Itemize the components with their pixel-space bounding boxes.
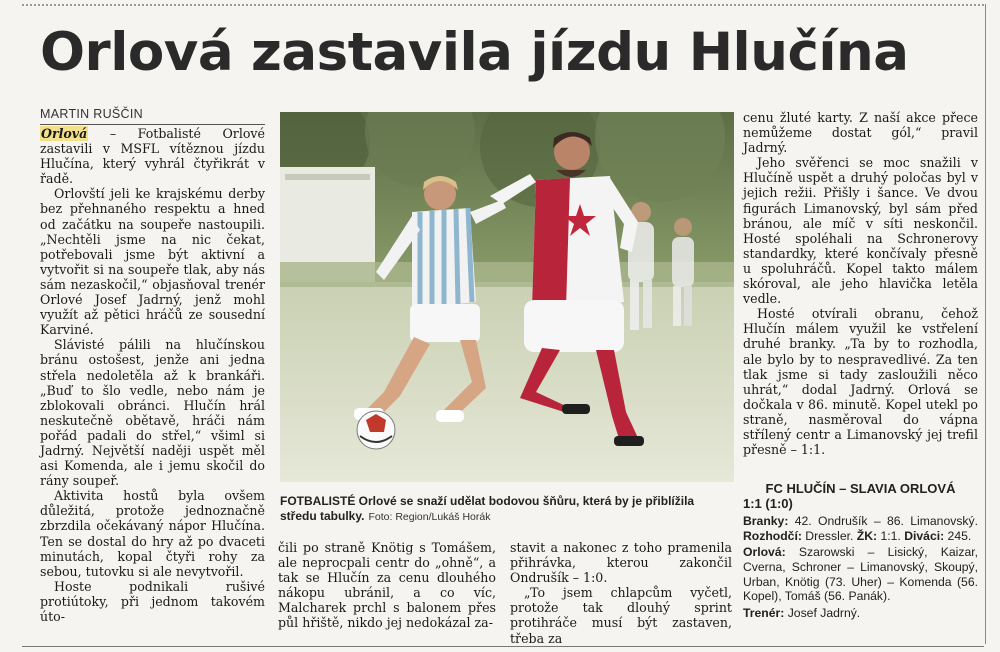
caption-lead: FOTBALISTÉ [280, 494, 356, 508]
cards: 1:1. [877, 528, 901, 543]
page-edge-rule [985, 4, 986, 644]
paragraph: Slávisté pálili na hlučínskou bránu ostošest, jenže ani jedna střela nedoletěla až k brankáři. „Buď to šlo vedle, nebo nám je zblokovali obránci. Hlučín hrál neskutečně obětavě, hráči nám pořád padali do střel,“ všiml si Jadrný. Největší naději uspět měl asi Komenda, ale i jemu skočil do rány soupeř. [40, 337, 265, 489]
column-1 [40, 126, 265, 624]
lineup [743, 545, 978, 603]
coach-name: Josef Jadrný. [784, 605, 861, 620]
paragraph: stavit a nakonec z toho pramenila přihrávka, kterou zakončil Ondrušík – 1:0. [510, 540, 732, 586]
byline-rule [40, 124, 265, 125]
paragraph: „To jsem chlapcům vyčetl, protože tak dlouhý sprint protihráče musí být zastaven, třeba za [510, 585, 732, 646]
spectators-label: Diváci: [904, 528, 945, 543]
article-headline: Orlová zastavila jízdu Hlučína [40, 22, 909, 83]
paragraph: Hosté otvírali obranu, čehož Hlučín málem využil ke vstřelení druhé branky. „Ta by to rozhodla, ale bylo by to nespravedlivé. Za ten tlak jsme si tady zasloužili něco uhrát,“ dodal Jadrný. Orlová se dočkala v 86. minutě. Kopel utekl po straně, nasměroval do vápna střílený centr a Limanovský jej trefil přesně – 1:1. [743, 306, 978, 458]
football-photo [280, 112, 734, 482]
spectators: 245. [944, 528, 972, 543]
referee-label: Rozhodčí: [743, 528, 802, 543]
match-title: FC HLUČÍN – SLAVIA ORLOVÁ [765, 481, 956, 496]
lineup-players: Szarowski – Lisický, Kaizar, Cverna, Schroner – Limanovský, Skoupý, Urban, Knötig (73. Uher) – Komenda (56. Kopel), Tomáš (56. Panák). [743, 545, 978, 604]
bottom-rule [22, 646, 984, 647]
match-result-box [743, 482, 978, 622]
football [357, 411, 395, 449]
caption-text: Orlové se snaží udělat bodovou šňůru, která by je přiblížila středu tabulky. [280, 494, 695, 523]
paragraph: Jeho svěřenci se moc snažili v Hlučíně uspět a druhý poločas byl v jejich režii. Přišly i šance. Ve dvou figurách Limanovský, byl sám před bránou, ale míč v síti neskončil. Hosté spoléhali na Schronerovy standardky, které končívaly přesně u spoluhráčů. Kopel takto málem skóroval, ale jeho hlavička letěla vedle. [743, 155, 978, 307]
paragraph: Orlovští jeli ke krajskému derby bez přehnaného respektu a hned od začátku na soupeře nastoupili. „Nechtěli jsme na nic čekat, potřebovali jsme být aktivní a vytvořit si na soupeře tlak, aby nás sám nezaskočil,“ objasňoval trenér Orlové Josef Jadrný, jenž mohl využít až pětici hráčů ze sousední Karviné. [40, 186, 265, 338]
paragraph: čili po straně Knötig s Tomášem, ale neprocpali centr do „ohně“, a tak se Hlučín za cenu dlouhého nákopu ubránil, a co víc, Malcharek prchl s balonem přes půl hřiště, nikdo jej nedokázal za- [278, 540, 496, 631]
column-2 [278, 540, 496, 631]
paragraph: cenu žluté karty. Z naší akce přece nemůžeme dostat gól,“ pravil Jadrný. [743, 110, 978, 156]
author-byline: MARTIN RUŠČIN [40, 107, 143, 121]
referee: Dressler. [801, 528, 854, 543]
paragraph: Aktivita hostů byla ovšem důležitá, protože jednoznačně zbrzdila očekávaný nápor Hlučína. Ten se dostal do hry až po dvaceti minutách, kopal čtyři rohy za sebou, tutovku si ale nevytvořil. [40, 488, 265, 579]
coach [743, 606, 978, 621]
goals: 42. Ondrušík – 86. Limanovský. [788, 514, 978, 529]
match-score: 1:1 (1:0) [743, 495, 793, 511]
football-match-image [280, 112, 734, 482]
dateline: Orlová [41, 126, 88, 141]
column-4 [743, 110, 978, 457]
goals-label: Branky: [743, 514, 789, 529]
coach-label: Trenér: [743, 605, 785, 620]
photo-caption [280, 494, 732, 525]
paragraph [40, 126, 265, 186]
paragraph: Hoste podnikali rušivé protiútoky, při jednom takovém úto- [40, 578, 265, 624]
lineup-label: Orlová: [743, 545, 786, 560]
photo-credit: Foto: Region/Lukáš Horák [368, 511, 491, 523]
match-details [743, 514, 978, 543]
top-rule [22, 4, 984, 6]
column-3 [510, 540, 732, 646]
cards-label: ŽK: [856, 528, 878, 543]
lead-text: – Fotbalisté Orlové zastavili v MSFL vítěznou jízdu Hlučína, který vyhrál čtyřikrát v řadě. [40, 126, 265, 187]
